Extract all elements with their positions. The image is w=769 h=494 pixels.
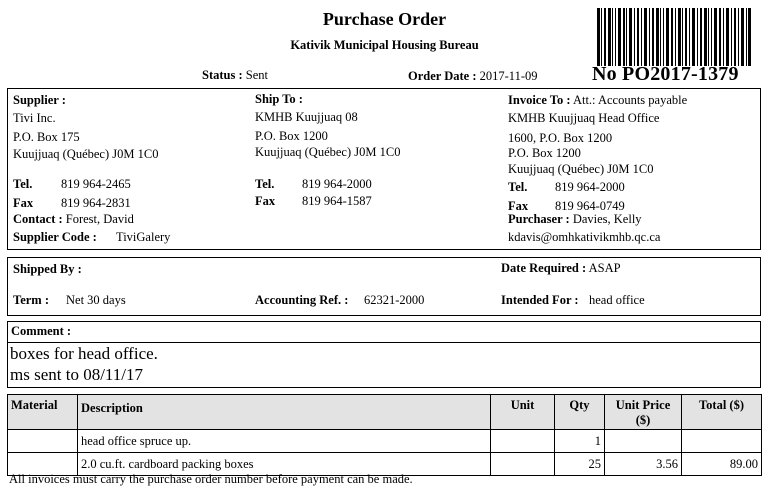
status-field bbox=[202, 68, 268, 83]
supplier-name: Tivi Inc. bbox=[13, 111, 56, 125]
col-unit-price: Unit Price ($) bbox=[605, 395, 682, 430]
invoice-to-label: Invoice To : bbox=[508, 93, 571, 107]
supplier-fax: 819 964-2831 bbox=[61, 196, 131, 210]
ship-to-label: Ship To : bbox=[255, 92, 303, 106]
supplier-address-line2: Kuujjuaq (Québec) J0M 1C0 bbox=[13, 147, 159, 161]
items-table bbox=[7, 394, 762, 476]
supplier-address-line1: P.O. Box 175 bbox=[13, 130, 80, 144]
invoice-to-name: KMHB Kuujjuaq Head Office bbox=[508, 111, 660, 125]
term-value: Net 30 days bbox=[66, 293, 126, 307]
ship-to-fax-label: Fax bbox=[255, 194, 276, 208]
address-section bbox=[7, 88, 761, 250]
purchaser-label: Purchaser : bbox=[508, 212, 570, 226]
status-label: Status : bbox=[202, 68, 243, 82]
order-date-field bbox=[408, 69, 538, 84]
comment-label: Comment : bbox=[11, 324, 72, 338]
ship-to-fax: 819 964-1587 bbox=[302, 194, 372, 208]
footer-note: All invoices must carry the purchase order number before payment can be made. bbox=[9, 472, 413, 486]
supplier-contact bbox=[13, 212, 134, 227]
cell-description: head office spruce up. bbox=[78, 430, 491, 453]
ship-to-tel: 819 964-2000 bbox=[302, 177, 372, 191]
cell-unit-price: 3.56 bbox=[605, 453, 682, 476]
supplier-code: TiviGalery bbox=[116, 230, 171, 244]
ship-to-name: KMHB Kuujjuaq 08 bbox=[255, 110, 358, 124]
purchaser-value: Davies, Kelly bbox=[572, 212, 642, 226]
order-date-value: 2017-11-09 bbox=[479, 69, 538, 83]
col-total: Total ($) bbox=[682, 395, 762, 430]
supplier-tel: 819 964-2465 bbox=[61, 177, 131, 191]
invoice-to-tel: 819 964-2000 bbox=[555, 180, 625, 194]
document-title: Purchase Order bbox=[322, 9, 447, 29]
supplier-contact-label: Contact : bbox=[13, 212, 63, 226]
cell-description: 2.0 cu.ft. cardboard packing boxes bbox=[78, 453, 491, 476]
intended-for-label: Intended For : bbox=[501, 293, 579, 307]
cell-total bbox=[682, 430, 762, 453]
barcode-image bbox=[597, 8, 751, 66]
purchaser bbox=[508, 212, 642, 227]
col-material: Material bbox=[8, 395, 78, 430]
date-required-value: ASAP bbox=[588, 261, 621, 275]
shipped-by-label: Shipped By : bbox=[13, 262, 82, 276]
accounting-ref-label: Accounting Ref. : bbox=[255, 293, 349, 307]
ship-to-address-line1: P.O. Box 1200 bbox=[255, 129, 328, 143]
invoice-to-address-line2: P.O. Box 1200 bbox=[508, 146, 581, 160]
invoice-to-fax-label: Fax bbox=[508, 199, 529, 213]
shipping-section bbox=[7, 257, 761, 316]
purchaser-email: kdavis@omhkativikmhb.qc.ca bbox=[508, 230, 661, 244]
table-row bbox=[8, 430, 762, 453]
items-header-row bbox=[8, 395, 762, 430]
comment-line-1: boxes for head office. bbox=[10, 344, 158, 363]
accounting-ref-value: 62321-2000 bbox=[364, 293, 425, 307]
supplier-fax-label: Fax bbox=[13, 196, 34, 210]
supplier-tel-label: Tel. bbox=[13, 177, 33, 191]
order-number: No PO2017-1379 bbox=[592, 63, 739, 85]
order-date-label: Order Date : bbox=[408, 69, 477, 83]
cell-unit bbox=[491, 430, 555, 453]
invoice-to-address-line1: 1600, P.O. Box 1200 bbox=[508, 131, 613, 145]
cell-total: 89.00 bbox=[682, 453, 762, 476]
invoice-to-tel-label: Tel. bbox=[508, 180, 528, 194]
invoice-to-attention: Att.: Accounts payable bbox=[572, 93, 688, 107]
supplier-code-label: Supplier Code : bbox=[13, 230, 97, 244]
comment-divider bbox=[8, 342, 760, 343]
invoice-to-header bbox=[508, 93, 687, 108]
ship-to-tel-label: Tel. bbox=[255, 177, 275, 191]
date-required-label: Date Required : bbox=[501, 261, 587, 275]
cell-qty: 25 bbox=[555, 453, 605, 476]
ship-to-address-line2: Kuujjuaq (Québec) J0M 1C0 bbox=[255, 145, 401, 159]
cell-unit bbox=[491, 453, 555, 476]
comment-section bbox=[7, 321, 761, 388]
col-description: Description bbox=[78, 395, 491, 430]
col-unit: Unit bbox=[491, 395, 555, 430]
col-qty: Qty bbox=[555, 395, 605, 430]
supplier-contact-value: Forest, David bbox=[65, 212, 134, 226]
invoice-to-fax: 819 964-0749 bbox=[555, 199, 625, 213]
intended-for-value: head office bbox=[589, 293, 645, 307]
status-value: Sent bbox=[245, 68, 268, 82]
cell-unit-price bbox=[605, 430, 682, 453]
cell-qty: 1 bbox=[555, 430, 605, 453]
invoice-to-address-line3: Kuujjuaq (Québec) J0M 1C0 bbox=[508, 162, 654, 176]
cell-material bbox=[8, 430, 78, 453]
comment-line-2: ms sent to 08/11/17 bbox=[10, 365, 144, 384]
organization-name: Kativik Municipal Housing Bureau bbox=[290, 38, 479, 52]
term-label: Term : bbox=[13, 293, 49, 307]
date-required bbox=[501, 261, 621, 276]
supplier-label: Supplier : bbox=[13, 93, 66, 107]
